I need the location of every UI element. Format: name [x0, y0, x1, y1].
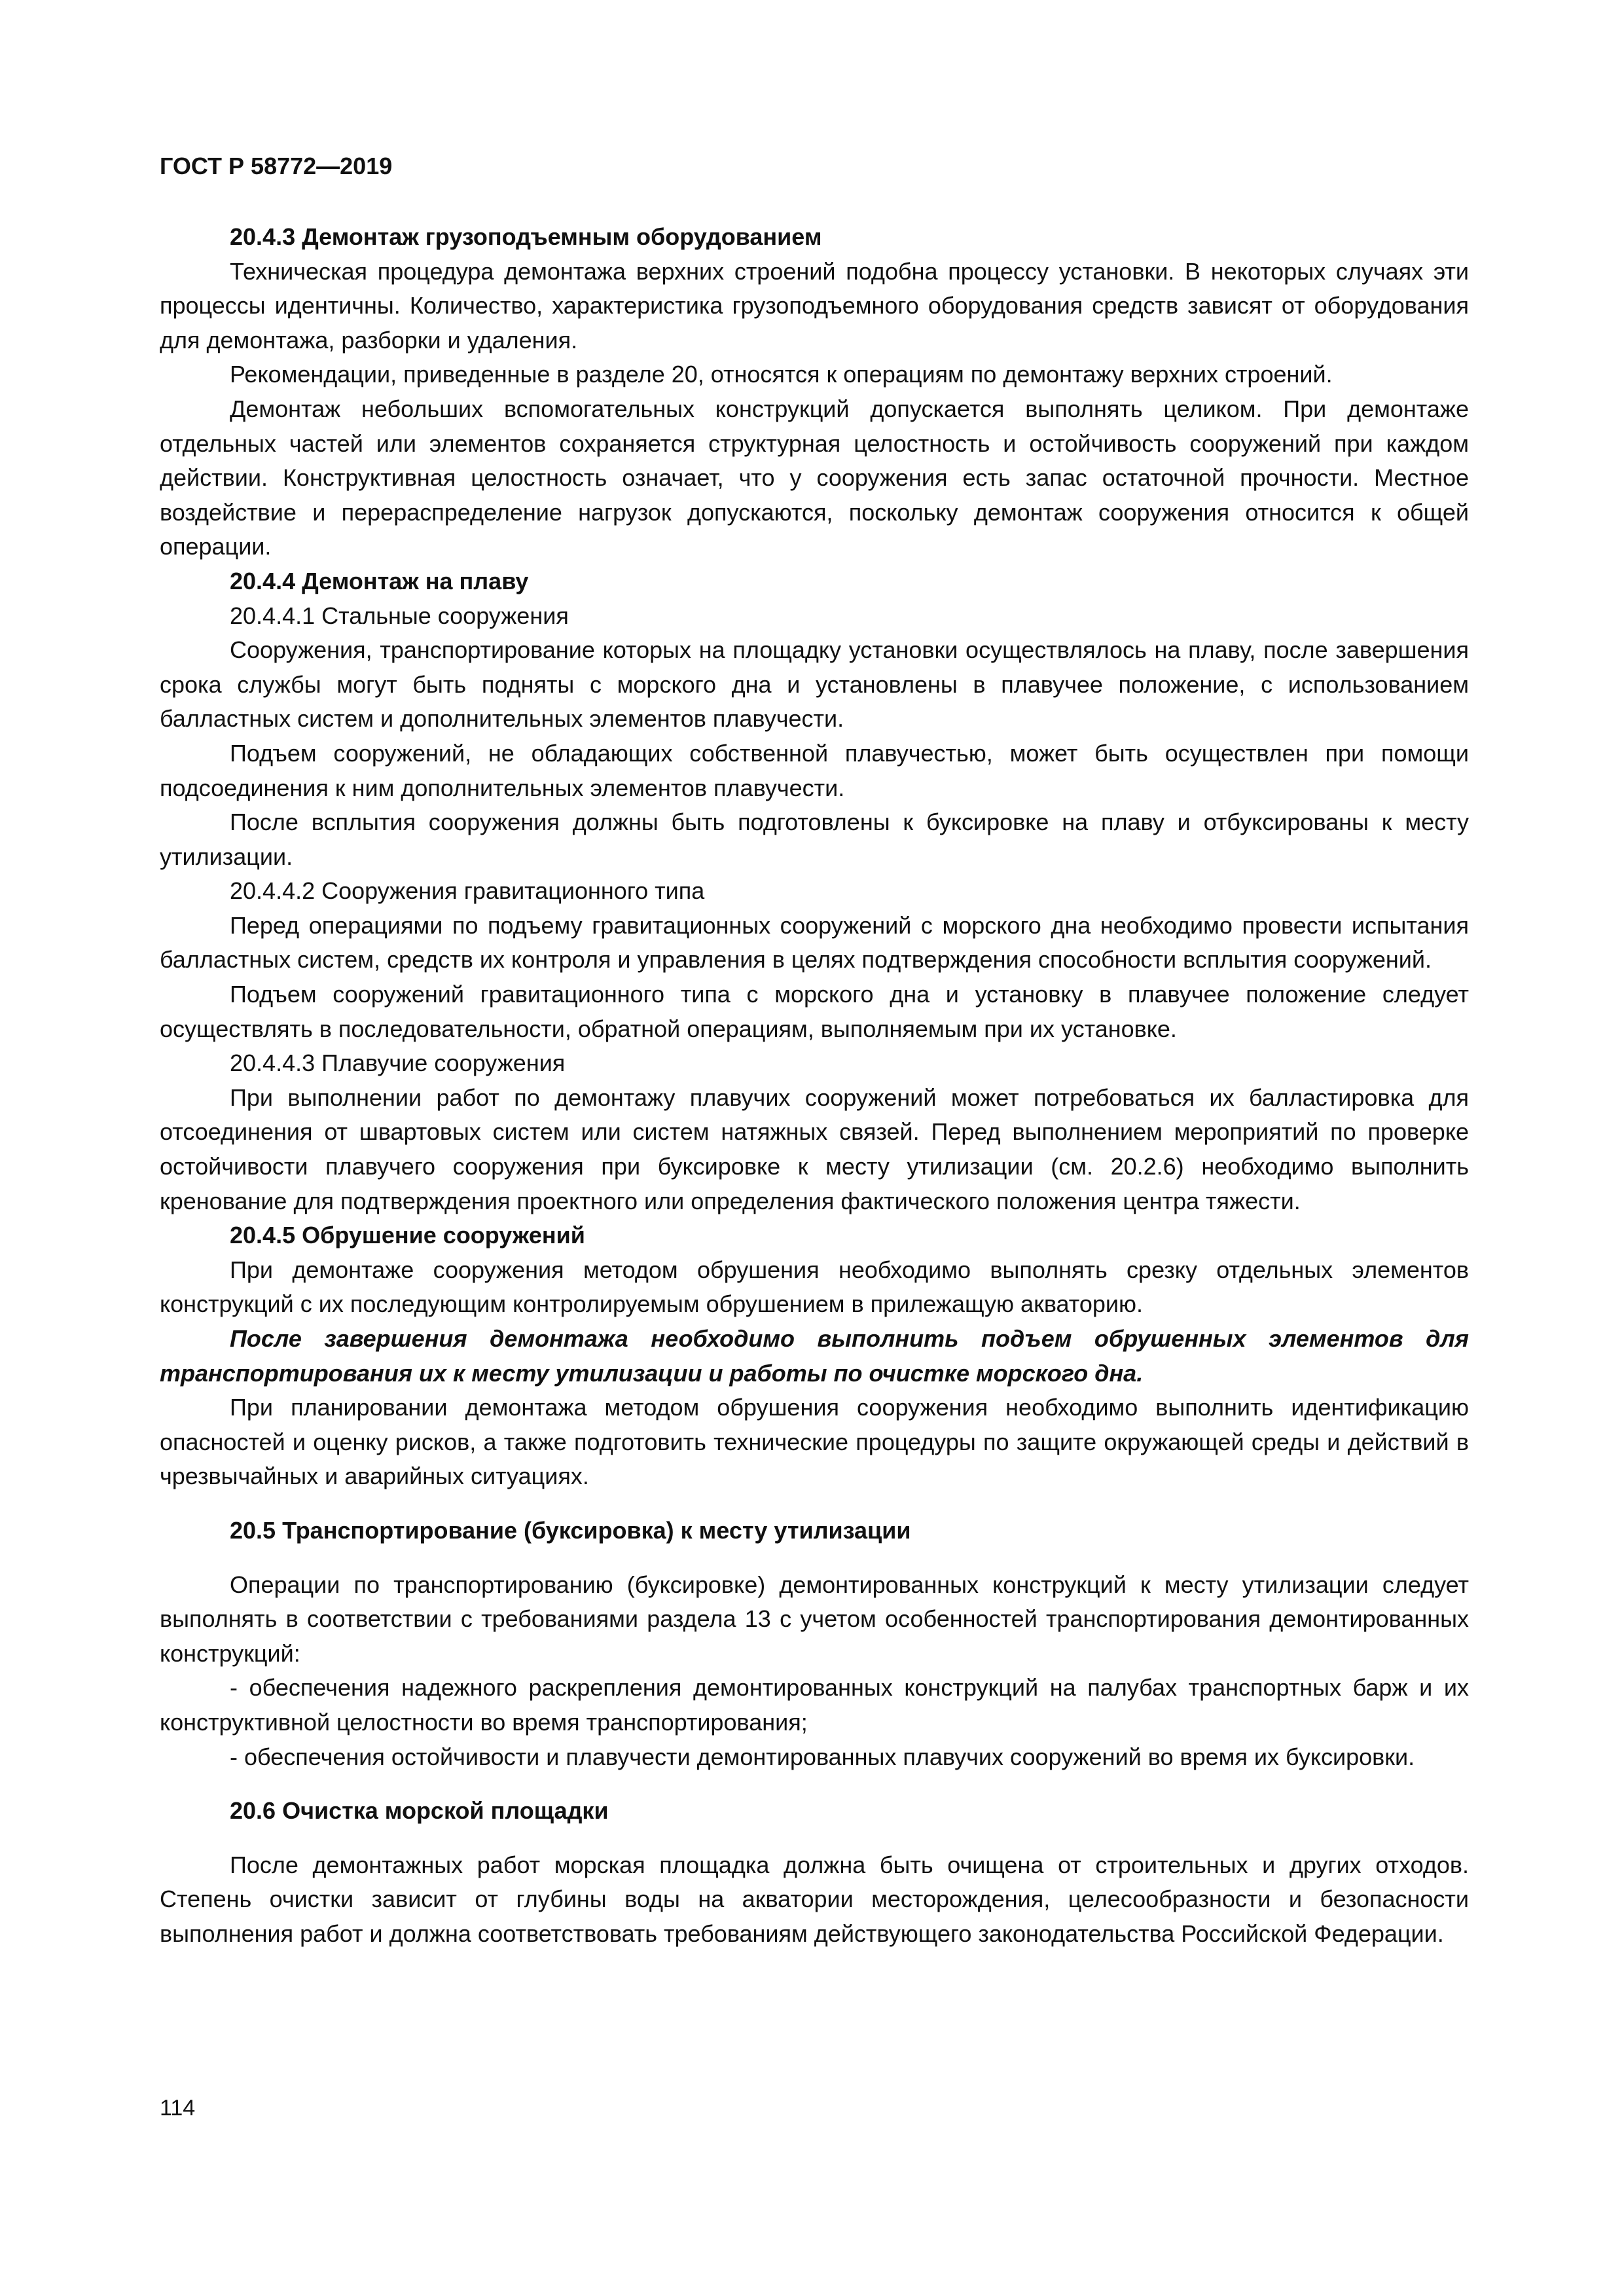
section-heading-20-4-4: 20.4.4 Демонтаж на плаву [230, 567, 529, 594]
list-item: - обеспечения надежного раскрепления демонтированных конструкций на палубах транспортных барж и их конструктивной целостности во время транспортирования; [160, 1674, 1469, 1736]
document-body [160, 220, 1469, 1952]
section-heading-20-6: 20.6 Очистка морской площадки [230, 1797, 609, 1825]
document-code-header: ГОСТ Р 58772—2019 [160, 153, 393, 179]
section-heading-20-5: 20.5 Транспортирование (буксировка) к месту утилизации [230, 1516, 911, 1544]
paragraph: Рекомендации, приведенные в разделе 20, относятся к операциям по демонтажу верхних строений. [230, 361, 1333, 388]
emphasized-paragraph: После завершения демонтажа необходимо выполнить подъем обрушенных элементов для транспортирования их к месту утилизации и работы по очистке морского дна. [160, 1325, 1469, 1387]
paragraph: Перед операциями по подъему гравитационных сооружений с морского дна необходимо провести испытания балластных систем, средств их контроля и управления в целях подтверждения способности всплытия сооружений. [160, 911, 1469, 974]
paragraph: После демонтажных работ морская площадка должна быть очищена от строительных и других отходов. Степень очистки зависит от глубины воды на акватории месторождения, целесообразности и безопасности выполнения работ и должна соответствовать требованиям действующего законодательства Российской Федерации. [160, 1851, 1469, 1947]
paragraph: После всплытия сооружения должны быть подготовлены к буксировке на плаву и отбуксированы к месту утилизации. [160, 809, 1469, 870]
subsection-heading-20-4-4-1: 20.4.4.1 Стальные сооружения [230, 602, 569, 629]
subsection-heading-20-4-4-2: 20.4.4.2 Сооружения гравитационного типа [230, 877, 705, 905]
section-heading-20-4-5: 20.4.5 Обрушение сооружений [230, 1222, 585, 1249]
section-heading-20-4-3: 20.4.3 Демонтаж грузоподъемным оборудованием [230, 223, 822, 250]
paragraph: Подъем сооружений, не обладающих собственной плавучестью, может быть осуществлен при помощи подсоединения к ним дополнительных элементов плавучести. [160, 739, 1469, 801]
paragraph: Операции по транспортированию (буксировке) демонтированных конструкций к месту утилизации следует выполнять в соответствии с требованиями раздела 13 с учетом особенностей транспортирования демонтированных конструкций: [160, 1571, 1469, 1667]
paragraph: При планировании демонтажа методом обрушения сооружения необходимо выполнить идентификацию опасностей и оценку рисков, а также подготовить технические процедуры по защите окружающей среды и действий в чрезвычайных и аварийных ситуациях. [160, 1394, 1469, 1490]
paragraph: Техническая процедура демонтажа верхних строений подобна процессу установки. В некоторых случаях эти процессы идентичны. Количество, характеристика грузоподъемного оборудования средств зависят от оборудования для демонтажа, разборки и удаления. [160, 257, 1469, 354]
paragraph: Подъем сооружений гравитационного типа с морского дна и установку в плавучее положение следует осуществлять в последовательности, обратной операциям, выполняемым при их установке. [160, 981, 1469, 1042]
paragraph: При демонтаже сооружения методом обрушения необходимо выполнять срезку отдельных элементов конструкций с их последующим контролируемым обрушением в прилежащую акваторию. [160, 1256, 1469, 1318]
list-item: - обеспечения остойчивости и плавучести демонтированных плавучих сооружений во время их буксировки. [230, 1743, 1415, 1770]
paragraph: Демонтаж небольших вспомогательных конструкций допускается выполнять целиком. При демонтаже отдельных частей или элементов сохраняется структурная целостность и остойчивость сооружений при каждом действии. Конструктивная целостность означает, что у сооружения есть запас остаточной прочности. Местное воздействие и перераспределение нагрузок допускаются, поскольку демонтаж сооружения относится к общей операции. [160, 395, 1469, 560]
paragraph: Сооружения, транспортирование которых на площадку установки осуществлялось на плаву, после завершения срока службы могут быть подняты с морского дна и установлены в плавучее положение, с использованием балластных систем и дополнительных элементов плавучести. [160, 636, 1469, 733]
page-number: 114 [160, 2096, 196, 2121]
subsection-heading-20-4-4-3: 20.4.4.3 Плавучие сооружения [230, 1049, 566, 1077]
paragraph: При выполнении работ по демонтажу плавучих сооружений может потребоваться их балластировка для отсоединения от швартовых систем или систем натяжных связей. Перед выполнением мероприятий по проверке остойчивости плавучего сооружения при буксировке к месту утилизации (см. 20.2.6) необходимо выполнить кренование для подтверждения проектного или определения фактического положения центра тяжести. [160, 1084, 1469, 1214]
